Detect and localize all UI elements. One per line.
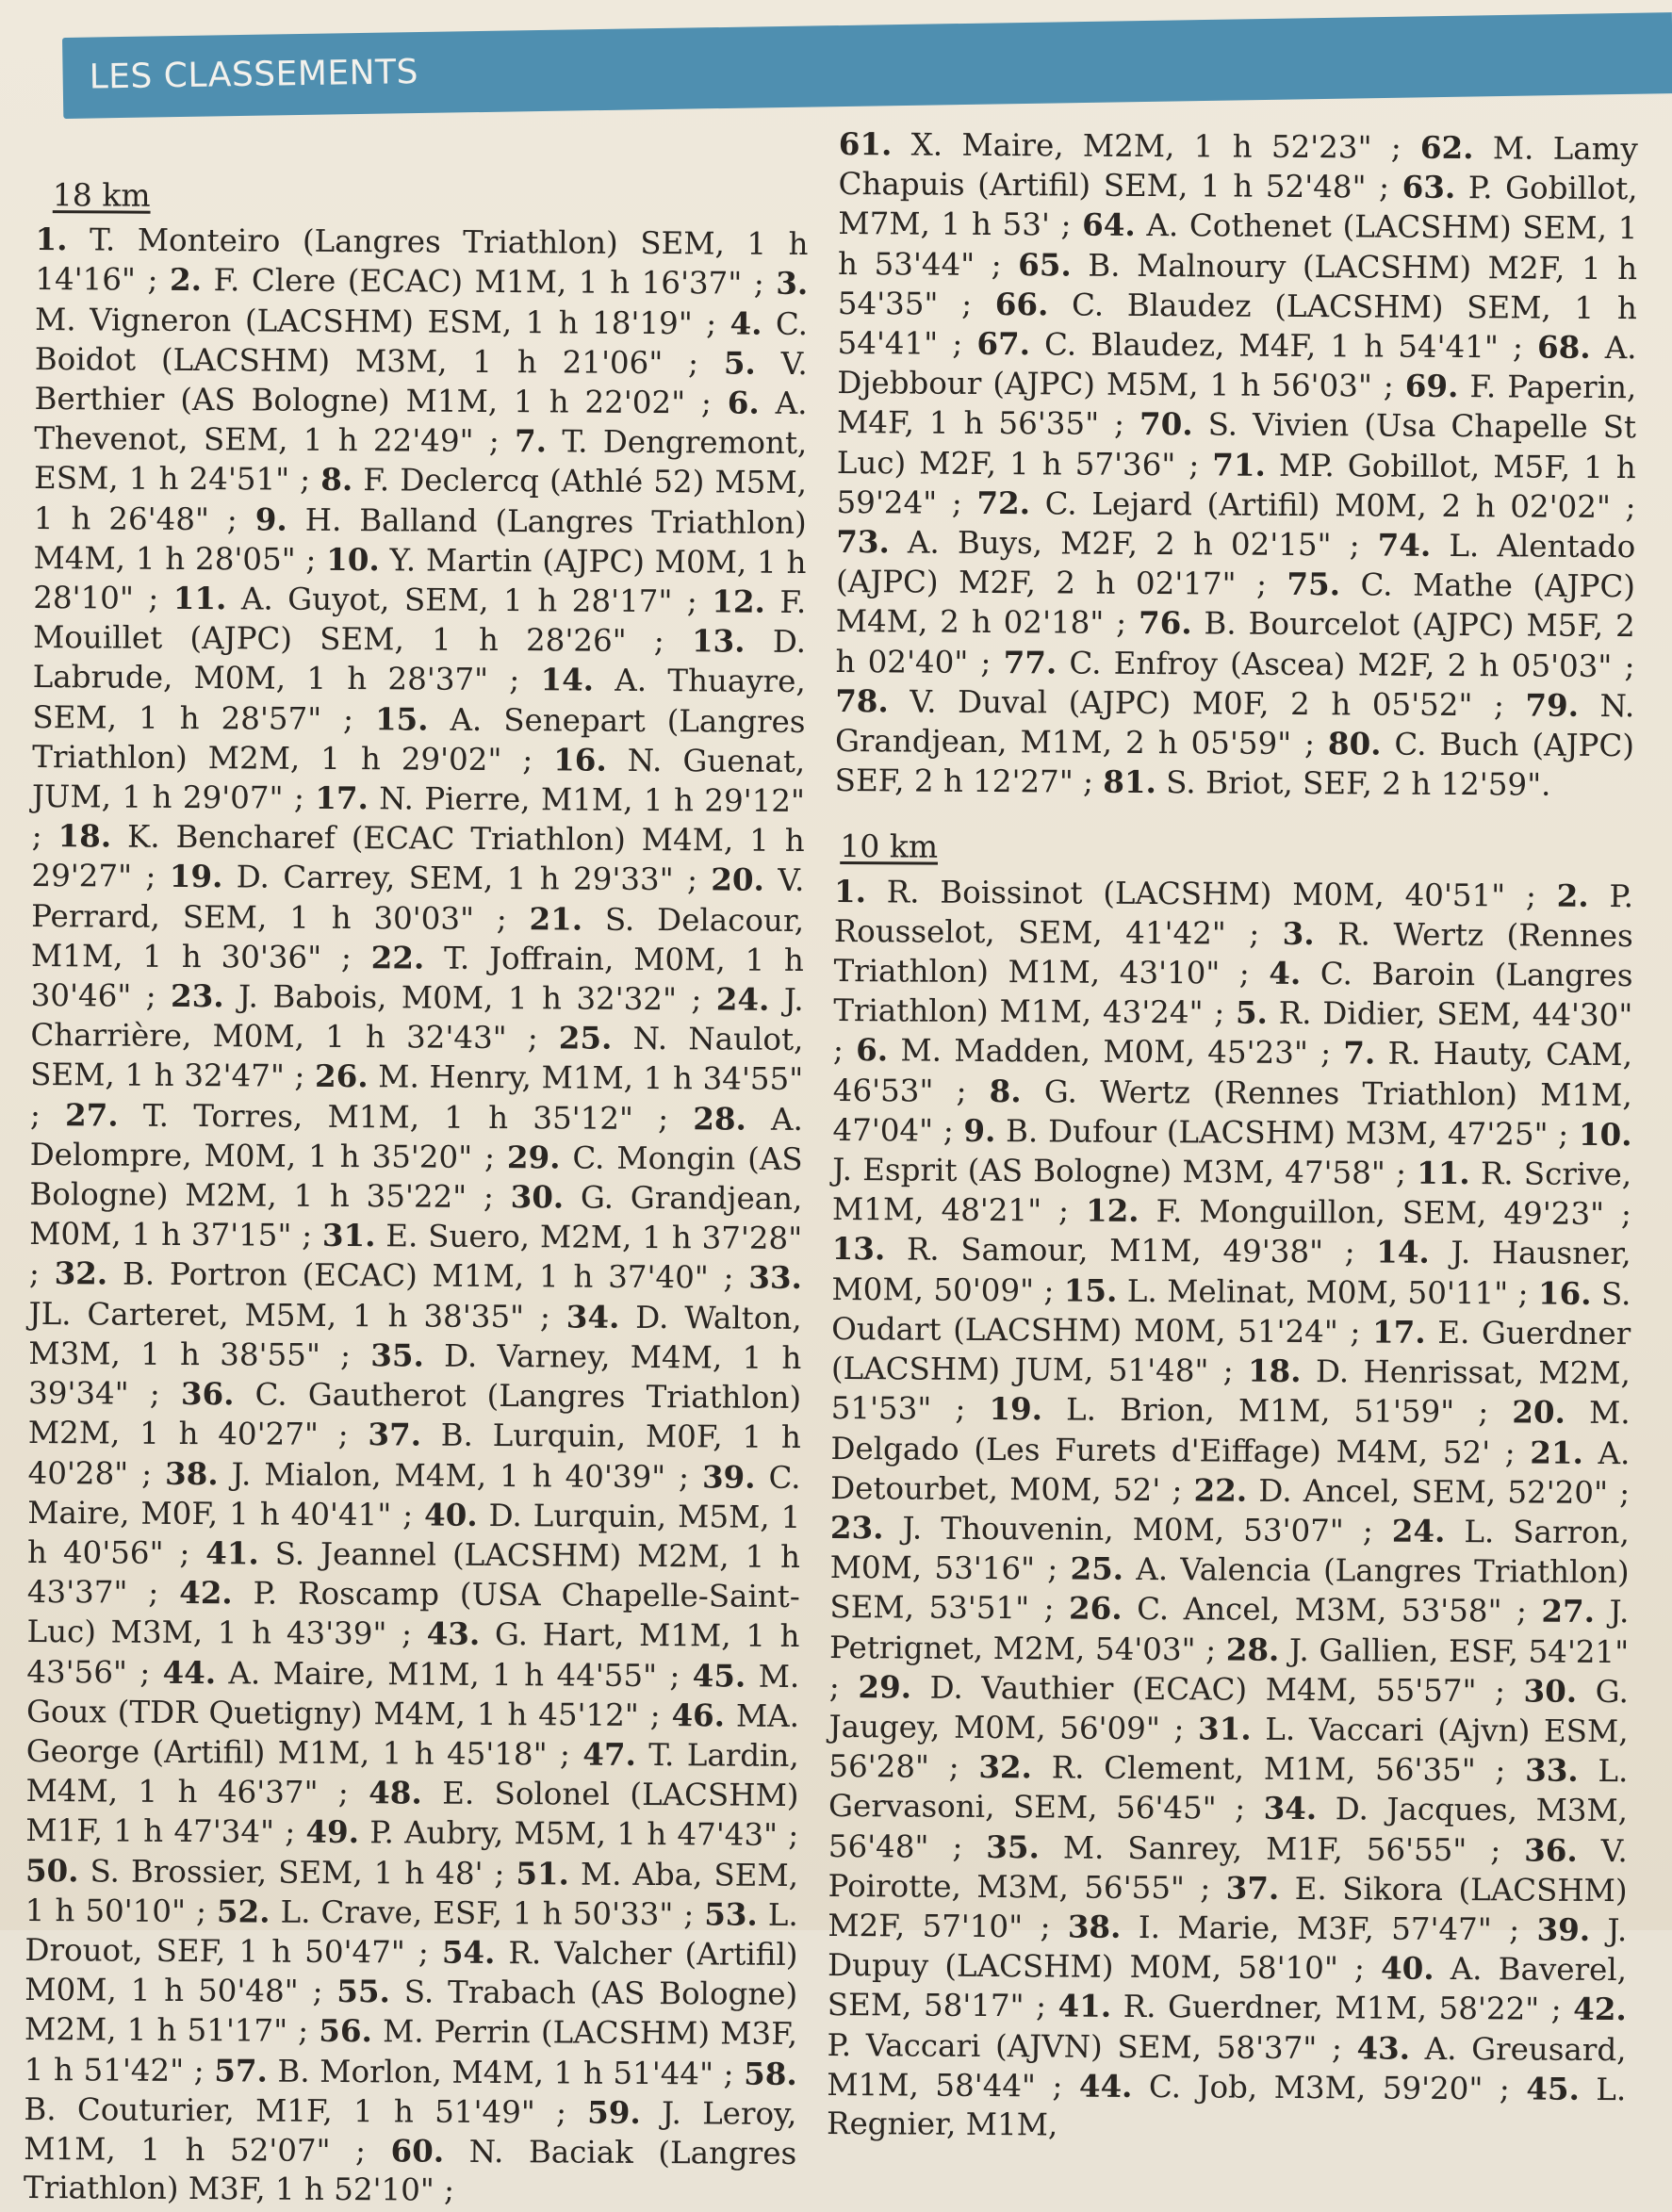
result-entry	[1194, 1472, 1631, 1511]
result-text: B. Morlon, M4M, 1 h 51'44" ;	[267, 2053, 745, 2092]
result-text: C. Mongin (AS Bologne) M2M, 1 h 35'22" ;	[29, 1139, 803, 1216]
result-text: T. Monteiro (Langres Triathlon) SEM, 1 h 14'16" ;	[35, 221, 809, 299]
result-rank: 42.	[179, 1574, 233, 1612]
result-rank: 10.	[326, 540, 380, 579]
result-rank: 20.	[1512, 1393, 1566, 1432]
result-text: C. Blaudez, M4F, 1 h 54'41" ;	[1029, 326, 1538, 366]
result-text: N. Naulot, SEM, 1 h 32'47" ;	[30, 1021, 804, 1095]
result-entry	[1086, 1193, 1631, 1233]
result-rank: 75.	[1287, 565, 1341, 603]
result-text: A. Maire, M1M, 1 h 44'55" ;	[216, 1654, 693, 1694]
result-text: P. Rousselot, SEM, 41'42" ;	[833, 877, 1634, 952]
result-text: C. Mathe (AJPC) M4M, 2 h 02'18" ;	[835, 566, 1636, 642]
result-text: J. Babois, M0M, 1 h 32'32" ;	[223, 978, 716, 1018]
result-rank: 41.	[205, 1534, 259, 1572]
result-text: P. Gobillot, M7M, 1 h 53' ;	[838, 170, 1638, 243]
result-entry	[832, 1231, 1377, 1270]
result-text: J. Charrière, M0M, 1 h 32'43" ;	[30, 981, 804, 1057]
result-rank: 55.	[336, 1973, 391, 2010]
results-18km-continued	[835, 124, 1638, 806]
result-text: G. Wertz (Rennes Triathlon) M1M, 47'04" ;	[832, 1073, 1632, 1149]
result-rank: 16.	[553, 741, 607, 778]
result-rank: 79.	[1525, 686, 1580, 724]
result-text: G. Grandjean, M0M, 1 h 37'15" ;	[29, 1179, 803, 1254]
result-text: M. Goux (TDR Quetigny) M4M, 1 h 45'12" ;	[25, 1658, 800, 1733]
result-rank: 16.	[1537, 1274, 1592, 1312]
result-rank: 14.	[540, 661, 595, 699]
result-entry	[835, 683, 1525, 723]
result-text: A. Djebbour (AJPC) M5M, 1 h 56'03" ;	[837, 329, 1637, 404]
result-text: D. Henrissat, M2M, 51'53" ;	[830, 1353, 1631, 1428]
result-text: H. Balland (Langres Triathlon) M4M, 1 h 28'05" ;	[33, 501, 807, 578]
result-rank: 1.	[35, 221, 68, 258]
result-rank: 76.	[1138, 604, 1192, 642]
result-text: V. Poirotte, M3M, 56'55" ;	[828, 1832, 1628, 1907]
result-text: L. Regnier, M1M,	[826, 2071, 1627, 2143]
result-text: C. Boidot (LACSHM) M3M, 1 h 21'06" ;	[34, 305, 809, 382]
result-entry	[989, 1391, 1512, 1430]
result-text: R. Boissinot (LACSHM) M0M, 40'51" ;	[865, 873, 1557, 914]
result-rank: 34.	[566, 1298, 620, 1335]
result-rank: 59.	[587, 2093, 641, 2131]
result-rank: 17.	[315, 778, 369, 817]
result-rank: 5.	[723, 344, 756, 382]
result-text: T. Dengremont, ESM, 1 h 24'51" ;	[33, 423, 808, 499]
result-text: C. Job, M3M, 59'20" ;	[1132, 2068, 1527, 2107]
result-text: R. Clement, M1M, 56'35" ;	[1031, 1749, 1526, 1789]
result-rank: 70.	[1139, 405, 1193, 443]
result-rank: 26.	[314, 1057, 369, 1095]
result-text: S. Trabach (AS Bologne) M2M, 1 h 51'17" ;	[24, 1974, 798, 2050]
result-rank: 8.	[320, 461, 353, 499]
result-rank: 72.	[976, 483, 1031, 522]
result-text: N. Pierre, M1M, 1 h 29'12" ;	[31, 780, 806, 855]
result-entry	[1004, 645, 1635, 684]
result-rank: 32.	[54, 1254, 108, 1292]
result-rank: 33.	[1525, 1751, 1579, 1789]
result-rank: 15.	[374, 699, 429, 738]
result-rank: 37.	[1225, 1869, 1280, 1907]
result-text: F. Monguillon, SEM, 49'23" ;	[1139, 1193, 1632, 1233]
result-rank: 19.	[989, 1390, 1043, 1428]
result-entry	[25, 1852, 516, 1891]
result-rank: 68.	[1536, 328, 1591, 366]
result-rank: 38.	[164, 1454, 219, 1492]
result-text: L. Sarron, M0M, 53'16" ;	[829, 1513, 1631, 1587]
result-text: N. Grandjean, M1M, 2 h 05'59" ;	[834, 687, 1635, 762]
result-rank: 39.	[1536, 1910, 1591, 1948]
result-text: M. Vigneron (LACSHM) ESM, 1 h 18'19" ;	[34, 301, 730, 342]
result-text: J. Petrignet, M2M, 54'03" ;	[829, 1594, 1630, 1668]
result-rank: 30.	[1523, 1672, 1578, 1710]
result-text: A. Guyot, SEM, 1 h 28'17" ;	[226, 581, 713, 620]
result-text: J. Leroy, M1M, 1 h 52'07" ;	[24, 2094, 797, 2170]
result-text: M. Delgado (Les Furets d'Eiffage) M4M, 52' ;	[830, 1395, 1631, 1471]
result-text: X. Maire, M2M, 1 h 52'23" ;	[892, 126, 1421, 166]
result-rank: 54.	[441, 1933, 496, 1971]
result-rank: 63.	[1402, 168, 1456, 206]
result-entry	[1079, 2068, 1527, 2106]
result-entry	[858, 1669, 1523, 1709]
result-text: S. Vivien (Usa Chapelle St Luc) M2F, 1 h 57'36" ;	[836, 406, 1637, 483]
result-text: D. Vauthier (ECAC) M4M, 55'57" ;	[910, 1669, 1524, 1710]
result-text: R. Hauty, CAM, 46'53" ;	[832, 1035, 1633, 1109]
result-rank: 25.	[1070, 1549, 1124, 1587]
result-text: C. Lejard (Artifil) M0M, 2 h 02'02" ;	[1029, 485, 1636, 526]
results-10km	[827, 872, 1633, 2149]
result-text: V. Berthier (AS Bologne) M1M, 1 h 22'02" ;	[34, 345, 808, 421]
result-text: D. Varney, M4M, 1 h 39'34" ;	[27, 1337, 802, 1413]
result-text: F. Clere (ECAC) M1M, 1 h 16'37" ;	[201, 262, 777, 303]
result-rank: 18.	[57, 817, 112, 855]
result-text: V. Perrard, SEM, 1 h 30'03" ;	[31, 862, 805, 937]
result-rank: 44.	[1078, 2067, 1133, 2105]
result-text: R. Guerdner, M1M, 58'22" ;	[1111, 1989, 1574, 2028]
result-text: A. Greusard, M1M, 58'44" ;	[827, 2030, 1627, 2105]
result-rank: 29.	[506, 1138, 561, 1176]
result-rank: 45.	[1526, 2070, 1580, 2107]
result-rank: 73.	[836, 523, 890, 561]
result-rank: 24.	[1391, 1512, 1446, 1549]
result-text: S. Delacour, M1M, 1 h 30'36" ;	[30, 901, 805, 976]
result-text: J. Hausner, M0M, 50'09" ;	[831, 1235, 1631, 1309]
result-rank: 45.	[692, 1656, 746, 1695]
result-rank: 27.	[64, 1095, 119, 1134]
result-text: V. Duval (AJPC) M0F, 2 h 05'52" ;	[888, 683, 1526, 724]
result-entry	[856, 1033, 1343, 1072]
result-text: S. Oudart (LACSHM) M0M, 51'24" ;	[831, 1275, 1631, 1351]
result-entry	[1103, 764, 1550, 803]
result-text: A. Cothenet (LACSHM) SEM, 1 h 53'44" ;	[837, 207, 1638, 283]
result-entry	[162, 1654, 692, 1693]
result-text: R. Wertz (Rennes Triathlon) M1M, 43'10" ;	[833, 915, 1633, 991]
result-rank: 29.	[858, 1667, 912, 1706]
result-rank: 23.	[829, 1508, 884, 1547]
result-text: A. Delompre, M0M, 1 h 35'20" ;	[29, 1101, 804, 1175]
result-entry	[55, 1256, 749, 1296]
result-rank: 3.	[1282, 914, 1315, 952]
result-text: T. Torres, M1M, 1 h 35'12" ;	[118, 1097, 694, 1137]
result-rank: 11.	[1417, 1154, 1470, 1192]
result-text: M. Aba, SEM, 1 h 50'10" ;	[25, 1856, 799, 1929]
result-text: R. Scrive, M1M, 48'21" ;	[831, 1155, 1632, 1229]
result-rank: 66.	[994, 285, 1049, 323]
result-text: B. Dufour (LACSHM) M3M, 47'25" ;	[995, 1112, 1580, 1153]
result-text: G. Hart, M1M, 1 h 43'56" ;	[26, 1616, 800, 1691]
result-entry	[963, 1113, 1579, 1153]
result-rank: 4.	[729, 304, 762, 342]
column-right	[827, 124, 1638, 2148]
result-rank: 2.	[169, 261, 203, 299]
result-text: R. Valcher (Artifil) M0M, 1 h 50'48" ;	[25, 1934, 798, 2010]
result-rank: 13.	[691, 622, 746, 660]
result-text: C. Maire, M0F, 1 h 40'41" ;	[27, 1459, 801, 1533]
result-rank: 17.	[1371, 1313, 1426, 1351]
result-text: C. Baroin (Langres Triathlon) M1M, 43'24" ;	[833, 956, 1633, 1031]
result-text: L. Vaccari (Ajvn) ESM, 56'28" ;	[828, 1711, 1629, 1786]
result-rank: 52.	[216, 1892, 270, 1930]
result-rank: 41.	[1057, 1987, 1112, 2025]
result-rank: 39.	[701, 1457, 756, 1496]
result-text: L. Drouot, SEF, 1 h 50'47" ;	[25, 1896, 798, 1971]
result-rank: 27.	[1541, 1592, 1596, 1630]
result-entry	[834, 874, 1557, 914]
result-rank: 47.	[582, 1735, 636, 1773]
result-entry	[836, 524, 1378, 564]
result-rank: 53.	[704, 1895, 758, 1933]
result-text: G. Jaugey, M0M, 56'09" ;	[828, 1673, 1629, 1747]
result-text: C. Enfroy (Ascea) M2F, 2 h 05'03" ;	[1057, 645, 1635, 684]
result-rank: 6.	[727, 384, 760, 421]
result-rank: 13.	[831, 1230, 886, 1268]
result-rank: 31.	[321, 1217, 376, 1254]
result-text: J. Esprit (AS Bologne) M3M, 47'58" ;	[832, 1152, 1418, 1191]
result-entry	[986, 1829, 1524, 1868]
result-rank: 26.	[1068, 1589, 1123, 1628]
result-rank: 35.	[370, 1336, 424, 1374]
result-text: MP. Gobillot, M5F, 1 h 59'24" ;	[836, 447, 1636, 521]
result-rank: 24.	[715, 980, 770, 1018]
result-entry	[830, 1510, 1392, 1549]
result-rank: 36.	[180, 1375, 235, 1413]
result-entry	[976, 326, 1537, 366]
result-rank: 21.	[529, 899, 583, 938]
result-text: P. Vaccari (AJVN) SEM, 58'37" ;	[827, 2026, 1357, 2066]
result-rank: 43.	[426, 1614, 481, 1653]
result-text: N. Baciak (Langres Triathlon) M3F, 1 h 52'10" ;	[23, 2133, 797, 2208]
result-text: T. Joffrain, M0M, 1 h 30'46" ;	[30, 940, 805, 1014]
result-text: J. Dupuy (LACSHM) M0M, 58'10" ;	[827, 1911, 1628, 1987]
result-text: L. Melinat, M0M, 50'11" ;	[1117, 1272, 1539, 1312]
result-entry	[170, 859, 712, 898]
result-rank: 57.	[214, 2051, 268, 2089]
result-text: J. Gallien, ESF, 54'21" ;	[828, 1631, 1630, 1705]
result-text: L. Alentado (AJPC) M2F, 2 h 02'17" ;	[835, 527, 1636, 603]
result-rank: 21.	[1530, 1434, 1584, 1471]
result-rank: 40.	[1380, 1949, 1434, 1988]
result-rank: 58.	[744, 2055, 797, 2092]
result-rank: 43.	[1356, 2028, 1411, 2067]
result-rank: 12.	[712, 582, 766, 620]
result-text: C. Blaudez (LACSHM) SEM, 1 h 54'41" ;	[837, 287, 1637, 362]
result-text: L. Gervasoni, SEM, 56'45" ;	[828, 1752, 1629, 1827]
result-rank: 48.	[369, 1774, 422, 1811]
result-text: A. Valencia (Langres Triathlon) SEM, 53'51" ;	[829, 1550, 1630, 1627]
result-text: P. Aubry, M5M, 1 h 47'43" ;	[358, 1814, 799, 1854]
banner-title: LES CLASSEMENTS	[89, 53, 419, 97]
result-rank: 11.	[172, 579, 227, 617]
result-rank: 51.	[516, 1854, 570, 1892]
result-rank: 60.	[390, 2132, 445, 2170]
result-entry	[839, 126, 1420, 166]
section-title-18km: 18 km	[52, 176, 151, 214]
result-rank: 40.	[423, 1496, 478, 1533]
result-rank: 56.	[319, 2012, 373, 2050]
result-rank: 65.	[1018, 245, 1072, 284]
result-text: A. Baverel, SEM, 58'17" ;	[827, 1951, 1628, 2024]
result-rank: 18.	[1247, 1352, 1302, 1390]
result-text: M. Perrin (LACSHM) M3F, 1 h 51'42" ;	[24, 2013, 798, 2089]
result-text: JL. Carteret, M5M, 1 h 38'35" ;	[28, 1295, 566, 1335]
result-text: K. Bencharef (ECAC Triathlon) M4M, 1 h 29'27" ;	[31, 818, 805, 895]
result-rank: 10.	[1578, 1115, 1632, 1154]
result-text: A. Buys, M2F, 2 h 02'15" ;	[889, 524, 1378, 564]
result-text: E. Suero, M2M, 1 h 37'28" ;	[28, 1218, 803, 1292]
result-rank: 22.	[370, 939, 425, 976]
result-text: D. Lurquin, M5M, 1 h 40'56" ;	[26, 1497, 801, 1572]
result-text: B. Malnoury (LACSHM) M2F, 1 h 54'35" ;	[837, 247, 1638, 322]
result-rank: 32.	[978, 1748, 1033, 1786]
result-rank: 44.	[162, 1653, 217, 1691]
result-entry	[1068, 1909, 1537, 1947]
result-rank: 36.	[1524, 1831, 1578, 1869]
result-text: C. Ancel, M3M, 53'58" ;	[1122, 1591, 1542, 1630]
result-rank: 61.	[838, 124, 893, 163]
result-text: J. Mialon, M4M, 1 h 40'39" ;	[218, 1455, 703, 1495]
result-text: A. Senepart (Langres Triathlon) M2M, 1 h 29'02" ;	[32, 701, 806, 778]
result-entry	[1057, 1989, 1573, 2027]
result-text: B. Bourcelot (AJPC) M5F, 2 h 02'40" ;	[835, 605, 1635, 680]
result-rank: 19.	[169, 858, 223, 895]
result-text: D. Carrey, SEM, 1 h 29'33" ;	[222, 859, 712, 898]
result-text: D. Walton, M3M, 1 h 38'55" ;	[28, 1299, 802, 1374]
result-text: F. Mouillet (AJPC) SEM, 1 h 28'26" ;	[32, 583, 807, 660]
result-entry	[165, 1455, 702, 1494]
result-text: B. Lurquin, M0F, 1 h 40'28" ;	[27, 1417, 801, 1492]
result-text: J. Thouvenin, M0M, 53'07" ;	[883, 1510, 1392, 1549]
result-entry	[1069, 1591, 1542, 1630]
result-rank: 8.	[989, 1072, 1022, 1109]
result-rank: 25.	[558, 1019, 613, 1057]
result-text: L. Brion, M1M, 51'59" ;	[1041, 1391, 1513, 1431]
result-rank: 81.	[1103, 762, 1157, 801]
result-text: M. Lamy Chapuis (Artifil) SEM, 1 h 52'48" ;	[838, 130, 1638, 205]
result-rank: 77.	[1003, 643, 1057, 681]
result-rank: 7.	[1343, 1034, 1376, 1072]
result-rank: 20.	[711, 860, 765, 899]
result-rank: 74.	[1377, 526, 1432, 564]
result-text: A. Detourbet, M0M, 52' ;	[830, 1434, 1631, 1509]
result-text: M. Madden, M0M, 45'23" ;	[888, 1032, 1344, 1072]
result-text: P. Roscamp (USA Chapelle-Saint-Luc) M3M, 1 h 43'39" ;	[26, 1575, 800, 1652]
result-entry	[976, 485, 1635, 525]
result-rank: 9.	[963, 1111, 996, 1149]
result-rank: 42.	[1573, 1991, 1627, 2028]
result-entry	[214, 2053, 744, 2091]
result-rank: 78.	[835, 681, 889, 720]
result-rank: 28.	[693, 1099, 746, 1138]
result-rank: 37.	[368, 1416, 422, 1453]
result-rank: 2.	[1556, 877, 1589, 914]
result-rank: 15.	[1063, 1271, 1118, 1309]
result-text: C. Buch (AJPC) SEF, 2 h 12'27" ;	[834, 726, 1635, 800]
result-rank: 14.	[1376, 1233, 1430, 1271]
result-text: M. Sanrey, M1F, 56'55" ;	[1039, 1828, 1525, 1869]
result-entry	[171, 978, 716, 1018]
result-entry	[978, 1749, 1525, 1789]
result-text: D. Jacques, M3M, 56'48" ;	[828, 1791, 1629, 1865]
result-rank: 9.	[254, 500, 287, 538]
result-text: M. Henry, M1M, 1 h 34'55" ;	[29, 1058, 804, 1133]
result-rank: 12.	[1085, 1191, 1139, 1230]
result-rank: 22.	[1193, 1471, 1248, 1509]
result-text: B. Couturier, M1F, 1 h 51'49" ;	[24, 2090, 588, 2131]
result-rank: 1.	[833, 872, 867, 909]
result-rank: 5.	[1235, 993, 1269, 1032]
result-rank: 28.	[1225, 1630, 1280, 1668]
results-18km	[24, 220, 809, 2212]
result-rank: 46.	[671, 1696, 726, 1734]
section-banner	[62, 12, 1672, 119]
result-text: D. Ancel, SEM, 52'20" ;	[1247, 1472, 1631, 1511]
column-left	[24, 175, 809, 2212]
result-text: A. Thevenot, SEM, 1 h 22'49" ;	[34, 385, 808, 460]
result-text: E. Guerdner (LACSHM) JUM, 51'48" ;	[830, 1314, 1631, 1389]
result-text: F. Paperin, M4F, 1 h 56'35" ;	[836, 369, 1637, 443]
result-entry	[65, 1097, 693, 1137]
result-rank: 23.	[171, 976, 224, 1015]
result-text: S. Briot, SEF, 2 h 12'59".	[1156, 764, 1551, 803]
result-rank: 64.	[1082, 205, 1136, 244]
result-text: B. Portron (ECAC) M1M, 1 h 37'40" ;	[107, 1255, 749, 1297]
result-rank: 71.	[1212, 446, 1267, 483]
result-rank: 50.	[25, 1851, 79, 1889]
result-text: S. Jeannel (LACSHM) M2M, 1 h 43'37" ;	[26, 1535, 801, 1612]
result-rank: 35.	[986, 1827, 1040, 1865]
result-text: S. Brossier, SEM, 1 h 48' ;	[78, 1852, 516, 1892]
result-entry	[1064, 1272, 1538, 1311]
result-text: E. Solonel (LACSHM) M1F, 1 h 47'34" ;	[25, 1775, 799, 1851]
result-text: MA. George (Artifil) M1M, 1 h 45'18" ;	[25, 1697, 800, 1773]
result-rank: 3.	[776, 265, 809, 303]
result-text: Y. Martin (AJPC) M0M, 1 h 28'10" ;	[33, 542, 807, 616]
result-rank: 6.	[856, 1031, 889, 1069]
result-rank: 38.	[1067, 1908, 1122, 1945]
result-rank: 62.	[1419, 128, 1474, 167]
result-rank: 4.	[1269, 954, 1302, 992]
result-rank: 33.	[748, 1259, 802, 1297]
result-rank: 7.	[514, 422, 548, 460]
result-text: F. Declercq (Athlé 52) M5M, 1 h 26'48" ;	[33, 462, 808, 538]
result-rank: 80.	[1327, 725, 1382, 762]
result-text: E. Sikora (LACSHM) M2F, 57'10" ;	[828, 1870, 1628, 1945]
result-text: C. Gautherot (Langres Triathlon) M2M, 1 h 40'27" ;	[27, 1376, 802, 1453]
result-entry	[170, 262, 777, 302]
result-rank: 30.	[510, 1178, 565, 1216]
result-text: R. Samour, M1M, 49'38" ;	[885, 1231, 1377, 1270]
result-text: A. Thuayre, SEM, 1 h 28'57" ;	[32, 663, 806, 737]
result-text: T. Lardin, M4M, 1 h 46'37" ;	[25, 1736, 799, 1811]
result-rank: 69.	[1404, 367, 1459, 405]
section-title-10km: 10 km	[840, 827, 939, 866]
result-rank: 31.	[1198, 1710, 1252, 1747]
result-entry	[217, 1893, 705, 1932]
result-text: N. Guenat, JUM, 1 h 29'07" ;	[31, 742, 806, 816]
result-text: L. Crave, ESF, 1 h 50'33" ;	[270, 1893, 705, 1933]
result-text: I. Marie, M3F, 57'47" ;	[1121, 1909, 1537, 1948]
result-text: R. Didier, SEM, 44'30" ;	[832, 995, 1633, 1069]
result-rank: 67.	[976, 324, 1031, 363]
result-rank: 34.	[1263, 1790, 1318, 1827]
result-text: D. Labrude, M0M, 1 h 28'37" ;	[32, 623, 807, 698]
result-entry	[173, 581, 713, 619]
result-rank: 49.	[305, 1813, 360, 1851]
result-entry	[305, 1814, 798, 1853]
